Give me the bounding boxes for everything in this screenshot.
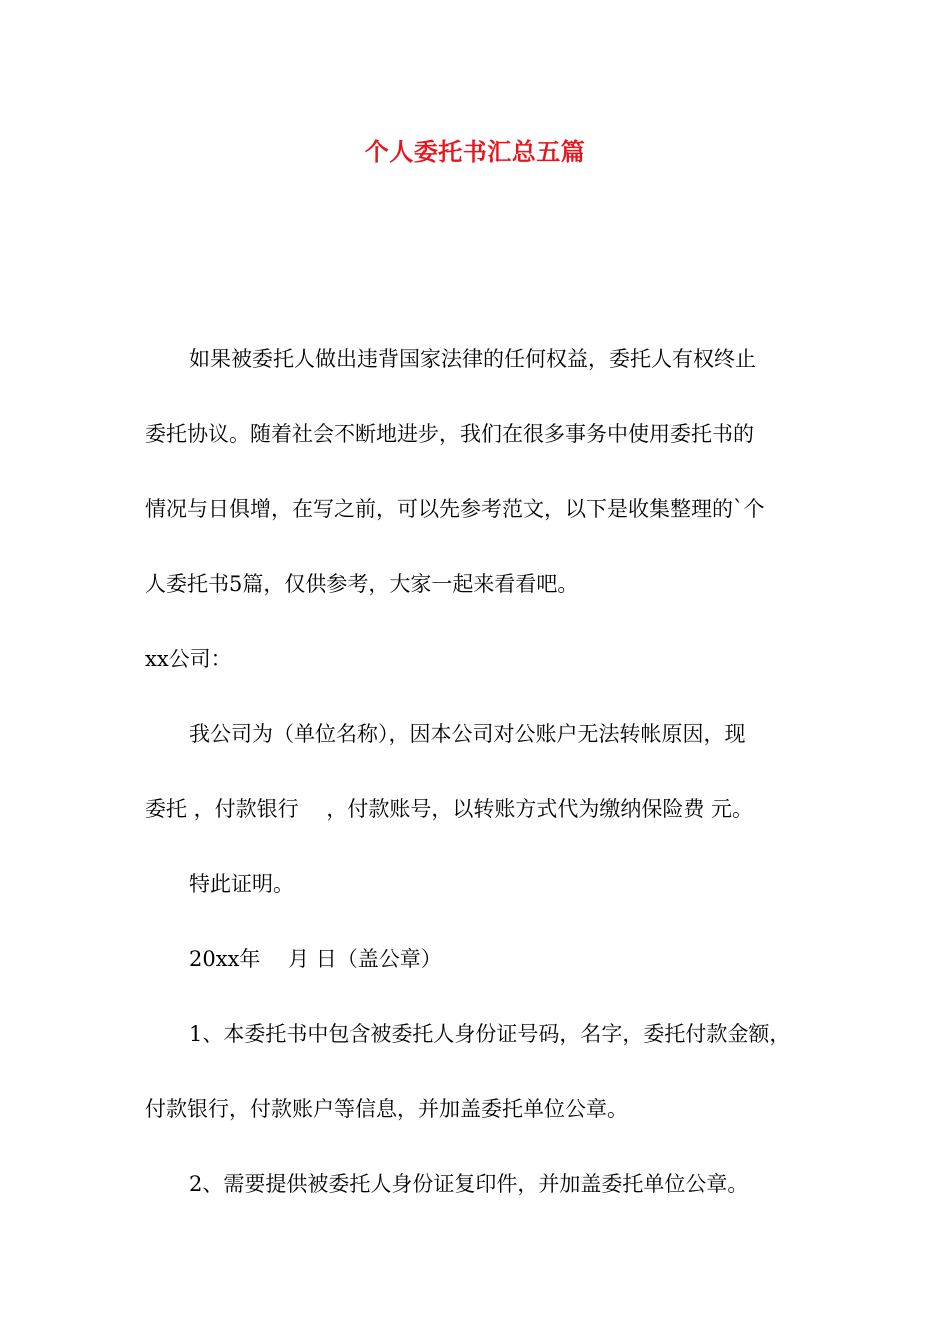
- paragraph-line: 人委托书5篇，仅供参考，大家一起来看看吧。: [145, 572, 579, 596]
- document-title: 个人委托书汇总五篇: [364, 137, 586, 166]
- document-body: [145, 322, 835, 1222]
- paragraph-line: 特此证明。: [189, 872, 294, 896]
- paragraph-line: 委托协议。随着社会不断地进步，我们在很多事务中使用委托书的: [145, 422, 754, 446]
- paragraph-line: 委托 ，付款银行 ，付款账号，以转账方式代为缴纳保险费 元。: [145, 797, 754, 821]
- paragraph-line: 20xx年 月 日（盖公章）: [189, 947, 442, 971]
- paragraph-line: 情况与日俱增，在写之前，可以先参考范文，以下是收集整理的`个: [145, 497, 765, 521]
- paragraph-line: 付款银行，付款账户等信息，并加盖委托单位公章。: [145, 1097, 628, 1121]
- paragraph-line: 我公司为（单位名称），因本公司对公账户无法转帐原因，现: [189, 722, 746, 746]
- paragraph-line: xx公司：: [145, 647, 232, 671]
- paragraph-line: 2、需要提供被委托人身份证复印件，并加盖委托单位公章。: [189, 1172, 749, 1196]
- paragraph-line: 如果被委托人做出违背国家法律的任何权益，委托人有权终止: [189, 347, 756, 371]
- paragraph-line: 1、本委托书中包含被委托人身份证号码，名字，委托付款金额，: [189, 1022, 791, 1046]
